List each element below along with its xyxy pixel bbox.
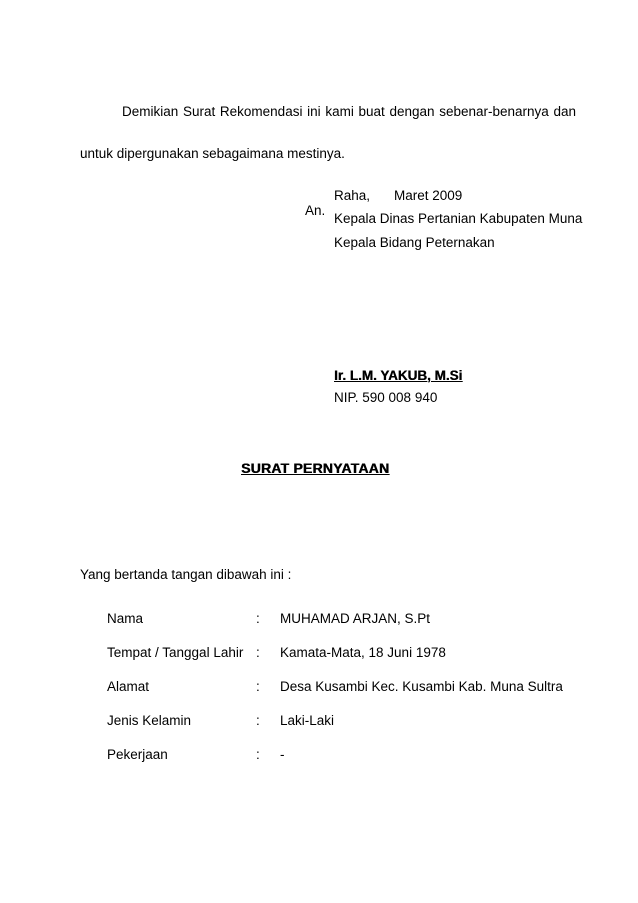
row-label-nama: Nama <box>107 611 144 626</box>
signature-date: Maret 2009 <box>394 188 463 203</box>
closing-paragraph-line-2: untuk dipergunakan sebagaimana mestinya. <box>80 146 345 161</box>
row-colon: : <box>256 611 260 626</box>
signature-an-prefix: An. <box>305 203 326 218</box>
statement-intro: Yang bertanda tangan dibawah ini : <box>80 567 292 582</box>
row-value-alamat: Desa Kusambi Kec. Kusambi Kab. Muna Sultra <box>280 679 563 694</box>
row-value-nama: MUHAMAD ARJAN, S.Pt <box>280 611 431 626</box>
signatory-nip: NIP. 590 008 940 <box>334 390 438 405</box>
statement-title: SURAT PERNYATAAN <box>241 460 390 476</box>
closing-paragraph-line-1: Demikian Surat Rekomendasi ini kami buat dengan sebenar-benarnya dan <box>122 104 576 119</box>
row-colon: : <box>256 645 260 660</box>
row-value-jenis-kelamin: Laki-Laki <box>280 713 335 728</box>
signature-office-line-1: Kepala Dinas Pertanian Kabupaten Muna <box>334 211 583 226</box>
row-colon: : <box>256 747 260 762</box>
row-colon: : <box>256 679 260 694</box>
row-value-pekerjaan: - <box>280 747 285 762</box>
row-colon: : <box>256 713 260 728</box>
signature-office-line-2: Kepala Bidang Peternakan <box>334 235 495 250</box>
signature-place: Raha, <box>334 188 371 203</box>
row-label-pekerjaan: Pekerjaan <box>107 747 168 762</box>
row-label-alamat: Alamat <box>107 679 150 694</box>
row-label-tempat-tanggal-lahir: Tempat / Tanggal Lahir <box>107 645 244 660</box>
signatory-name: Ir. L.M. YAKUB, M.Si <box>334 368 463 383</box>
row-value-tempat-tanggal-lahir: Kamata-Mata, 18 Juni 1978 <box>280 645 446 660</box>
row-label-jenis-kelamin: Jenis Kelamin <box>107 713 192 728</box>
